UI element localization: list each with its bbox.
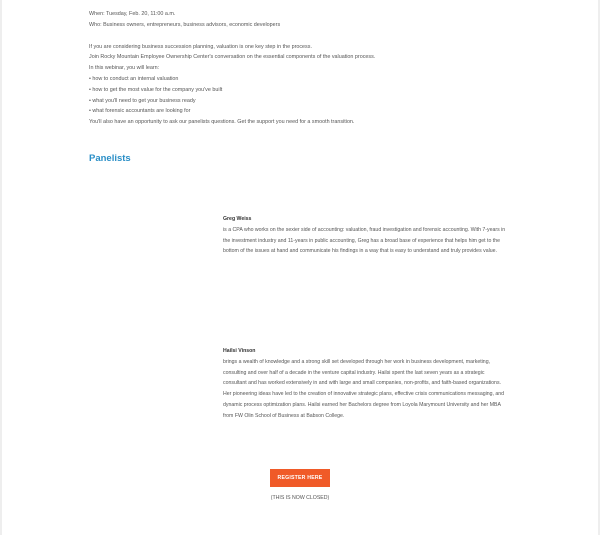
intro-line-3: In this webinar, you will learn:: [89, 65, 160, 72]
panelist-hailsi: [223, 346, 508, 422]
panelist-bio: is a CPA who works on the sexier side of accounting: valuation, fraud investigation and forensic accounting. With 7-years in the investment industry and 11-years in public accounting, Greg has a broad base of experience that helps him get to the bottom of the issues at hand and communicate his findings in a way that is easy to understand and truly provides value.: [223, 226, 506, 255]
event-when: When: Tuesday, Feb. 20, 11:00 a.m.: [89, 11, 176, 17]
registration-closed-note: (THIS IS NOW CLOSED): [270, 495, 330, 501]
event-who: Who: Business owners, entrepreneurs, business advisors, economic developers: [89, 21, 281, 28]
spacer: [89, 31, 529, 42]
register-button[interactable]: REGISTER HERE: [270, 469, 330, 487]
panelist-bio: brings a wealth of knowledge and a strong skill set developed through her work in business development, marketing, consulting and over half of a decade in the venture capital industry. Hailsi spent the last seven years as a strategic consultant and has worked extensively in and with large and small companies, non-profits, and faith-based organizations. Her pioneering ideas have led to the creation of innovative strategic plans, effective crisis communications messaging, and dynamic process optimization plans. Hailsi earned her Bachelors degree from Loyola Marymount University and her MBA from FW Olin School of Business at Babson College.: [223, 358, 505, 419]
bullet-item: • how to conduct an internal valuation: [89, 75, 179, 82]
event-intro: [89, 9, 529, 128]
panelist-greg: [223, 214, 508, 257]
intro-line-2: Join Rocky Mountain Employee Ownership Center's conversation on the essential components of the valuation process.: [89, 54, 376, 61]
bullet-item: • how to get the most value for the company you've built: [89, 86, 223, 93]
bullet-item: • what you'll need to get your business ready: [89, 97, 196, 104]
intro-line-4: You'll also have an opportunity to ask our panelists questions. Get the support you need for a smooth transition.: [89, 119, 355, 126]
panelist-name: Hailsi Vinson: [223, 348, 256, 354]
intro-line-1: If you are considering business succession planning, valuation is one key step in the process.: [89, 43, 312, 50]
page: [2, 0, 598, 535]
panelists-heading: Panelists: [89, 153, 131, 164]
bullet-item: • what forensic accountants are looking for: [89, 108, 191, 115]
panelist-name: Greg Weiss: [223, 216, 252, 222]
